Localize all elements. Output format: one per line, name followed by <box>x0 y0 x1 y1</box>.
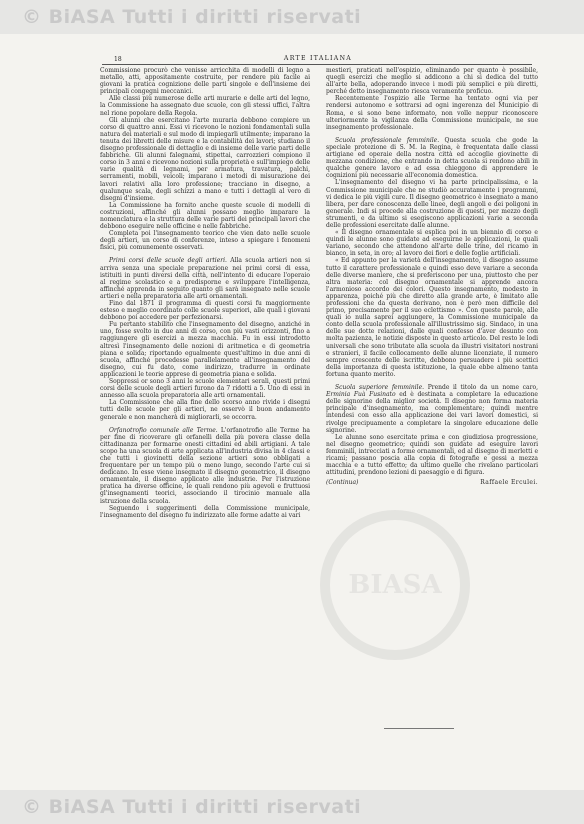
header-rule <box>102 64 532 65</box>
signature-line <box>326 479 538 486</box>
paragraph: « Ed appunto per la varietà dell'insegnamento, il disegno assume tutto il carattere professionale e quindi esso deve variare a seconda delle diverse maniere, che si preferiscono per una, piuttosto che per altra materia: col disegno ornamentale si apprende ancora l'armonioso accordo dei colori. Questo insegnamento, modesto in apparenza, poiché più che diretto alla grande arte, è limitato alle professioni che da questa derivano, non è però men difficile del primo, precisamente per il suo eclettismo ». Con queste parole, alle quali io nulla saprei aggiungere, la Commissione municipale da conto della scuola professionale all'illustrissimo sig. Sindaco, in una delle sue dotte relazioni, dalle quali confesso d'aver desunto con molta pazienza, le notizie disposte in questo articolo. Del resto le lodi universali che sono tributate alla scuola da illustri visitatori nostrani e stranieri, il facile collocamento delle alunne licenziate, il numero sempre crescente delle iscritte, debbono persuadere i più scettici della importanza di questa istituzione, la quale ebbe almeno tanta fortuna quanto merito. <box>326 257 538 378</box>
section-intro: Prende il titolo da un nome caro, <box>427 384 538 392</box>
paragraph: « Il disegno ornamentale si esplica poi in un biennio di corso e quindi le alunne sono guidate ad eseguirne le applicazioni, le quali variano, secondo che attendono all'arte delle trine, del ricamo in bianco, in seta, in oro; al lavoro dei fiori e delle foglie artificiali. <box>326 229 538 258</box>
section-text: Questa scuola che gode la speciale protezione di S. M. la Regina, è frequentata dalle classi artigiane ed operaie della nostra città ed accoglie giovinette di mezzana condizione, che entrando in detta scuola si rendono abili in qualche genere lavoro e ad essa chieggono di apprendere le cognizioni più necessarie all'economia domestica. <box>326 136 538 180</box>
paragraph: Soppressi or sono 3 anni le scuole elementari serali, questi primi corsi delle scuole degli artieri furono da 7 ridotti a 5. Uno di essi in annesso alla scuola preparatoria alle arti ornamentali. <box>100 378 310 400</box>
section-title: Primi corsi delle scuole degli artieri. <box>109 257 227 265</box>
section-title: Scuola superiore femminile. <box>335 384 425 392</box>
paragraph: L'insegnamento del disegno vi ha parte principalissima, e la Commissione municipale che ne studiò accuratamente i programmi, vi dedica le più vigili cure. Il disegno geometrico è insegnato a mano libera, per dare conoscenza delle linee, degli angoli e dei poligoni in generale. Indi si procede alla costruzione di questi, per mezzo degli strumenti, e da ultimo si esegiscono applicazioni varie a seconda delle professioni esercitate dalle alunne. <box>326 179 538 229</box>
paragraph: Gli alunni che esercitano l'arte muraria debbono compiere un corso di quattro anni. Essi vi ricevono le nozioni fondamentali sulla natura dei materiali e sul modo di impiegarli utilmente; imparano la tenuta dei libretti delle misure e la contabilità dei lavori; studiano il disegno professionale di dettaglio e di insieme delle varie parti delle fabbriche. Gli alunni falegnami, stipettai, carrozzieri compiono il corso in 3 anni e ricevono nozioni sulla proprietà e sull'impiego delle varie qualità di legnami, per armatura, travatura, palchi, serramenti, mobili, veicoli; imparano i metodi di misurazione dei lavori relativi alla loro professione; tracciano in disegno, a qualunque scala, degli schizzi a mano e tutti i dettagli al vero di disegni d'insieme. <box>100 116 310 202</box>
running-title: ARTE ITALIANA <box>283 55 353 62</box>
section-title: Orfanotrofio comunale alle Terme. <box>109 426 218 434</box>
section-title: Scuola professionale femminile. <box>335 136 440 144</box>
section-paragraph <box>100 257 310 300</box>
section-paragraph <box>326 384 538 434</box>
paragraph: Seguendo i suggerimenti della Commissione municipale, l'insegnamento del disegno fu indirizzato alle forme adatte ai vari <box>100 504 310 519</box>
paragraph: Fino dal 1871 il programma di questi corsi fu maggiormente esteso e meglio coordinato colle scuole superiori, alle quali i giovani debbono poi accedere per perfezionarsi. <box>100 300 310 322</box>
paragraph: Recentemente l'ospizio alle Terme ha tentato ogni via per rendersi autonomo e sottrarsi ad ogni ingerenza del Municipio di Roma, e si sono bene informato, non volle neppur riconoscere ulteriormente la vigilanza della Commissione municipale, ne sue insegnamento professionale. <box>326 95 538 131</box>
closing-rule <box>384 728 454 729</box>
page-number: 18 <box>114 56 122 63</box>
paragraph: Completa poi l'insegnamento teorico che vien dato nelle scuole degli artieri, un corso di conferenze, inteso a spiegare i fenomeni fisici, più comunemente osservati. <box>100 230 310 252</box>
paragraph: Le alunne sono esercitate prima e con giudiziosa progressione, nel disegno geometrico; quindi son guidate ad eseguire lavori femminili, intrecciati a forme ornamentali, ed al disegno di merletti e ricami; passano poscia alla copia di fotografie e gessi a mezza macchia e a tutto effetto; da ultimo quelle che rivelano particolari attitudini, prendono lezioni di paesaggio e di figura. <box>326 433 538 477</box>
author-name: Raffaele Erculei. <box>480 479 538 487</box>
dedicatee-name: Erminia Fuà Fusinato <box>326 391 396 399</box>
paragraph: La Commissione ha fornito anche queste scuole di modelli di costruzioni, affinché gli alunni possano meglio imparare la nomenclatura e la struttura delle varie parti dei principali lavori che debbono eseguire nelle officine e nelle fabbriche. <box>100 201 310 231</box>
paragraph: La Commissione che alla fine dello scorso anno rivide i disegni tutti delle scuole per gli artieri, ne osservò il buon andamento generale e non mancherà di migliorarli, se occorra. <box>100 399 310 421</box>
library-stamp-watermark: BIASA <box>320 510 470 660</box>
section-paragraph <box>326 137 538 180</box>
right-column <box>326 67 538 486</box>
continued-note: (Continua) <box>326 479 359 487</box>
copyright-banner-top: © BiASA Tutti i diritti riservati <box>22 6 362 28</box>
section-paragraph <box>100 427 310 505</box>
watermark-bar-top <box>0 0 584 34</box>
journal-page <box>96 44 540 788</box>
paragraph: Alle classi più numerose delle arti murarie e delle arti del legno, la Commissione ha assegnato due scuole, con gli stessi uffici, l'altra nel rione popolare della Regola. <box>100 95 310 117</box>
section-text: L'orfanotrofio alle Terme ha per fine di ricoverare gli orfanelli della più povera classe della cittadinanza per formarne onesti cittadini ed abili artigiani. A tale scopo ha una scuola di arte applicata all'industria divisa in 4 classi e che tutti i giovinetti della sezione artieri sono obbligati a frequentare per un tempo più o meno lungo, secondo l'arte cui si dedicano. In esse viene insegnato il disegno geometrico, il disegno ornamentale, il disegno applicato alle industrie. Per l'istruzione pratica ha diverse officine, le quali rendono più agevoli e fruttuosi gl'insegnamenti teorici, associando il tirocinio manuale alla istruzione della scuola. <box>100 426 310 505</box>
paragraph: Commissione procurò che venisse arricchita di modelli di legno a metallo, atti, appositamente costruite, per rendere più facile ai giovani la pratica cognizione delle parti singole e dell'insieme dei principali congegni meccanici. <box>100 67 310 96</box>
copyright-banner-bottom: © BiASA Tutti i diritti riservati <box>22 796 362 818</box>
section-text: ed è destinata a completare la educazione delle signorine della miglior società. Il disegno non forma materia principale d'insegnamento, ma complementare; quindi mentre intendesi con esso alla applicazione dei vari lavori domestici, si rivolge precipuamente a completare la singolare educazione delle signorine. <box>326 391 538 434</box>
paragraph: mestieri, praticati nell'ospizio, eliminando per quanto è possibile, quegli esercizi che meglio si addicono a chi si dedica del tutto all'arte bella, adoperando invece i modi più semplici e più diretti, perché detto insegnamento riesca veramente proficuo. <box>326 67 538 96</box>
section-text: Alla scuola artieri non si arriva senza una speciale preparazione nei primi corsi di essa, istituiti in punti diversi della città, nell'intento di educare l'operaio al regime scolastico e a predisporne e sviluppare l'intelligenza, affinché apprenda in seguito quanto gli sarà insegnato nelle scuole artieri e nella preparatoria alle arti ornamentali. <box>100 257 310 300</box>
watermark-bar-bottom <box>0 790 584 824</box>
left-column <box>100 67 310 519</box>
paragraph: Fu pertanto stabilito che l'insegnamento del disegno, anziché in uno, fosse svolto in due anni di corso, con più vasti orizzonti, fino a raggiungere gli esercizi a mezza macchia. Fu in essi introdotto altresì l'insegnamento delle nozioni di aritmetica e di geometria piana e solida; riportando egualmente quest'ultimo in due anni di scuola, affinché procedesse parallelamente all'insegnamento del disegno, cui fu dato, come indirizzo, tradurre in ordinate applicazioni le teorie apprese di geometria piana e solida. <box>100 321 310 378</box>
